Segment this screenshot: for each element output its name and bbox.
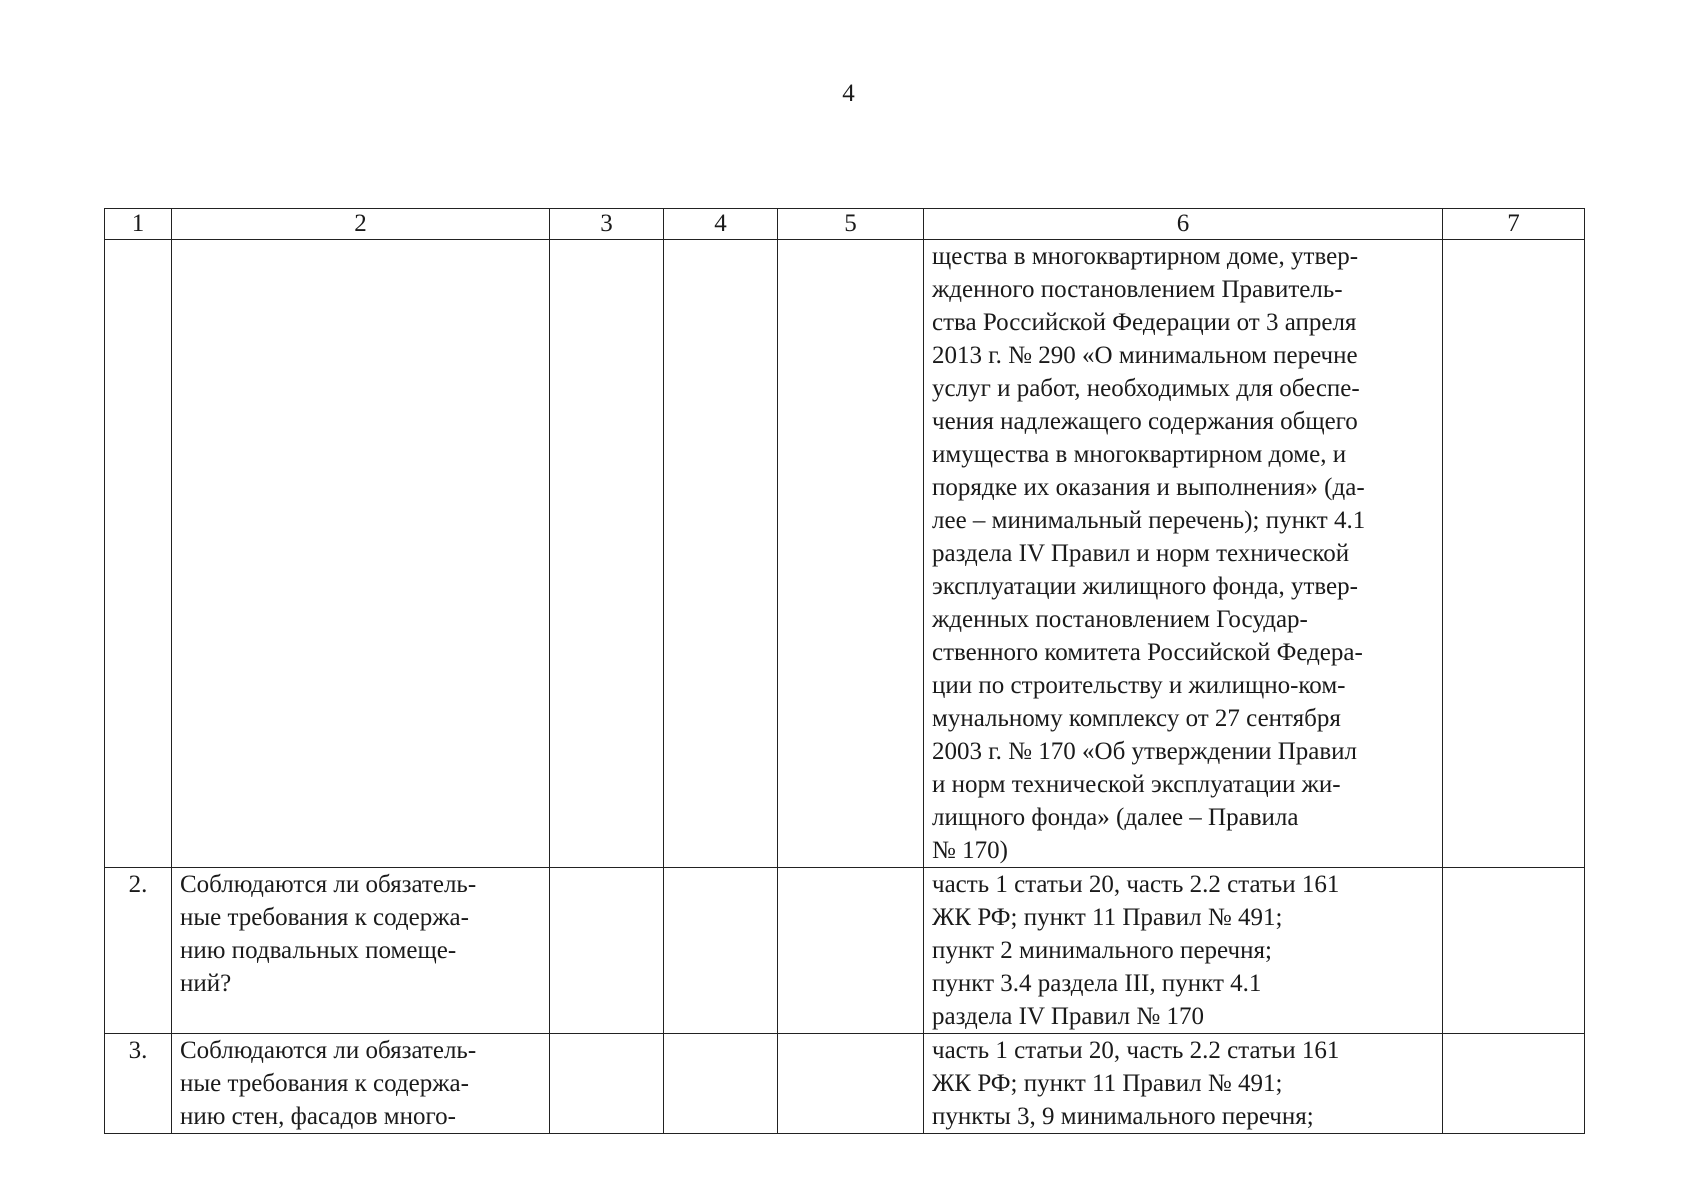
requirements-cell: щества в многоквартирном доме, утвер- жденного постановлением Правитель- ства Российской Федерации от 3 апреля 2013 г. № 290 «О минимальном перечне услуг и работ, необходимых для обеспе- чения надлежащего содержания общего имущества в многоквартирном доме, и порядке их оказания и выполнения» (да- лее – минимальный перечень); пункт 4.1 раздела IV Правил и норм технической эксплуатации жилищного фонда, утвер- жденных постановлением Государ- ственного комитета Российской Федера- ции по строительству и жилищно-ком- мунальному комплексу от 27 сентября 2003 г. № 170 «Об утверждении Правил и норм технической эксплуатации жи- лищного фонда» (далее – Правила № 170)	[924, 240, 1443, 868]
empty-cell	[1443, 1034, 1585, 1134]
page-number: 4	[842, 80, 855, 107]
table-row	[105, 240, 1585, 868]
empty-cell	[664, 240, 778, 868]
table-header-row	[105, 209, 1585, 240]
requirements-cell: часть 1 статьи 20, часть 2.2 статьи 161 ЖК РФ; пункт 11 Правил № 491; пункт 2 минимального перечня; пункт 3.4 раздела III, пункт 4.1 раздела IV Правил № 170	[924, 868, 1443, 1034]
question-cell: Соблюдаются ли обязатель- ные требования к содержа- нию стен, фасадов много-	[172, 1034, 550, 1134]
column-header: 7	[1443, 209, 1585, 240]
empty-cell	[778, 868, 924, 1034]
row-number: 3.	[105, 1034, 172, 1134]
table-row	[105, 1034, 1585, 1134]
row-number	[105, 240, 172, 868]
column-header: 1	[105, 209, 172, 240]
column-header: 2	[172, 209, 550, 240]
requirements-cell: часть 1 статьи 20, часть 2.2 статьи 161 ЖК РФ; пункт 11 Правил № 491; пункты 3, 9 минимального перечня;	[924, 1034, 1443, 1134]
empty-cell	[778, 240, 924, 868]
empty-cell	[1443, 868, 1585, 1034]
column-header: 3	[550, 209, 664, 240]
empty-cell	[550, 240, 664, 868]
column-header: 4	[664, 209, 778, 240]
column-header: 5	[778, 209, 924, 240]
empty-cell	[664, 1034, 778, 1134]
empty-cell	[664, 868, 778, 1034]
column-header: 6	[924, 209, 1443, 240]
empty-cell	[778, 1034, 924, 1134]
row-number: 2.	[105, 868, 172, 1034]
table-row	[105, 868, 1585, 1034]
question-cell	[172, 240, 550, 868]
question-cell: Соблюдаются ли обязатель- ные требования к содержа- нию подвальных помеще- ний?	[172, 868, 550, 1034]
empty-cell	[1443, 240, 1585, 868]
checklist-table	[104, 208, 1585, 1134]
empty-cell	[550, 868, 664, 1034]
empty-cell	[550, 1034, 664, 1134]
